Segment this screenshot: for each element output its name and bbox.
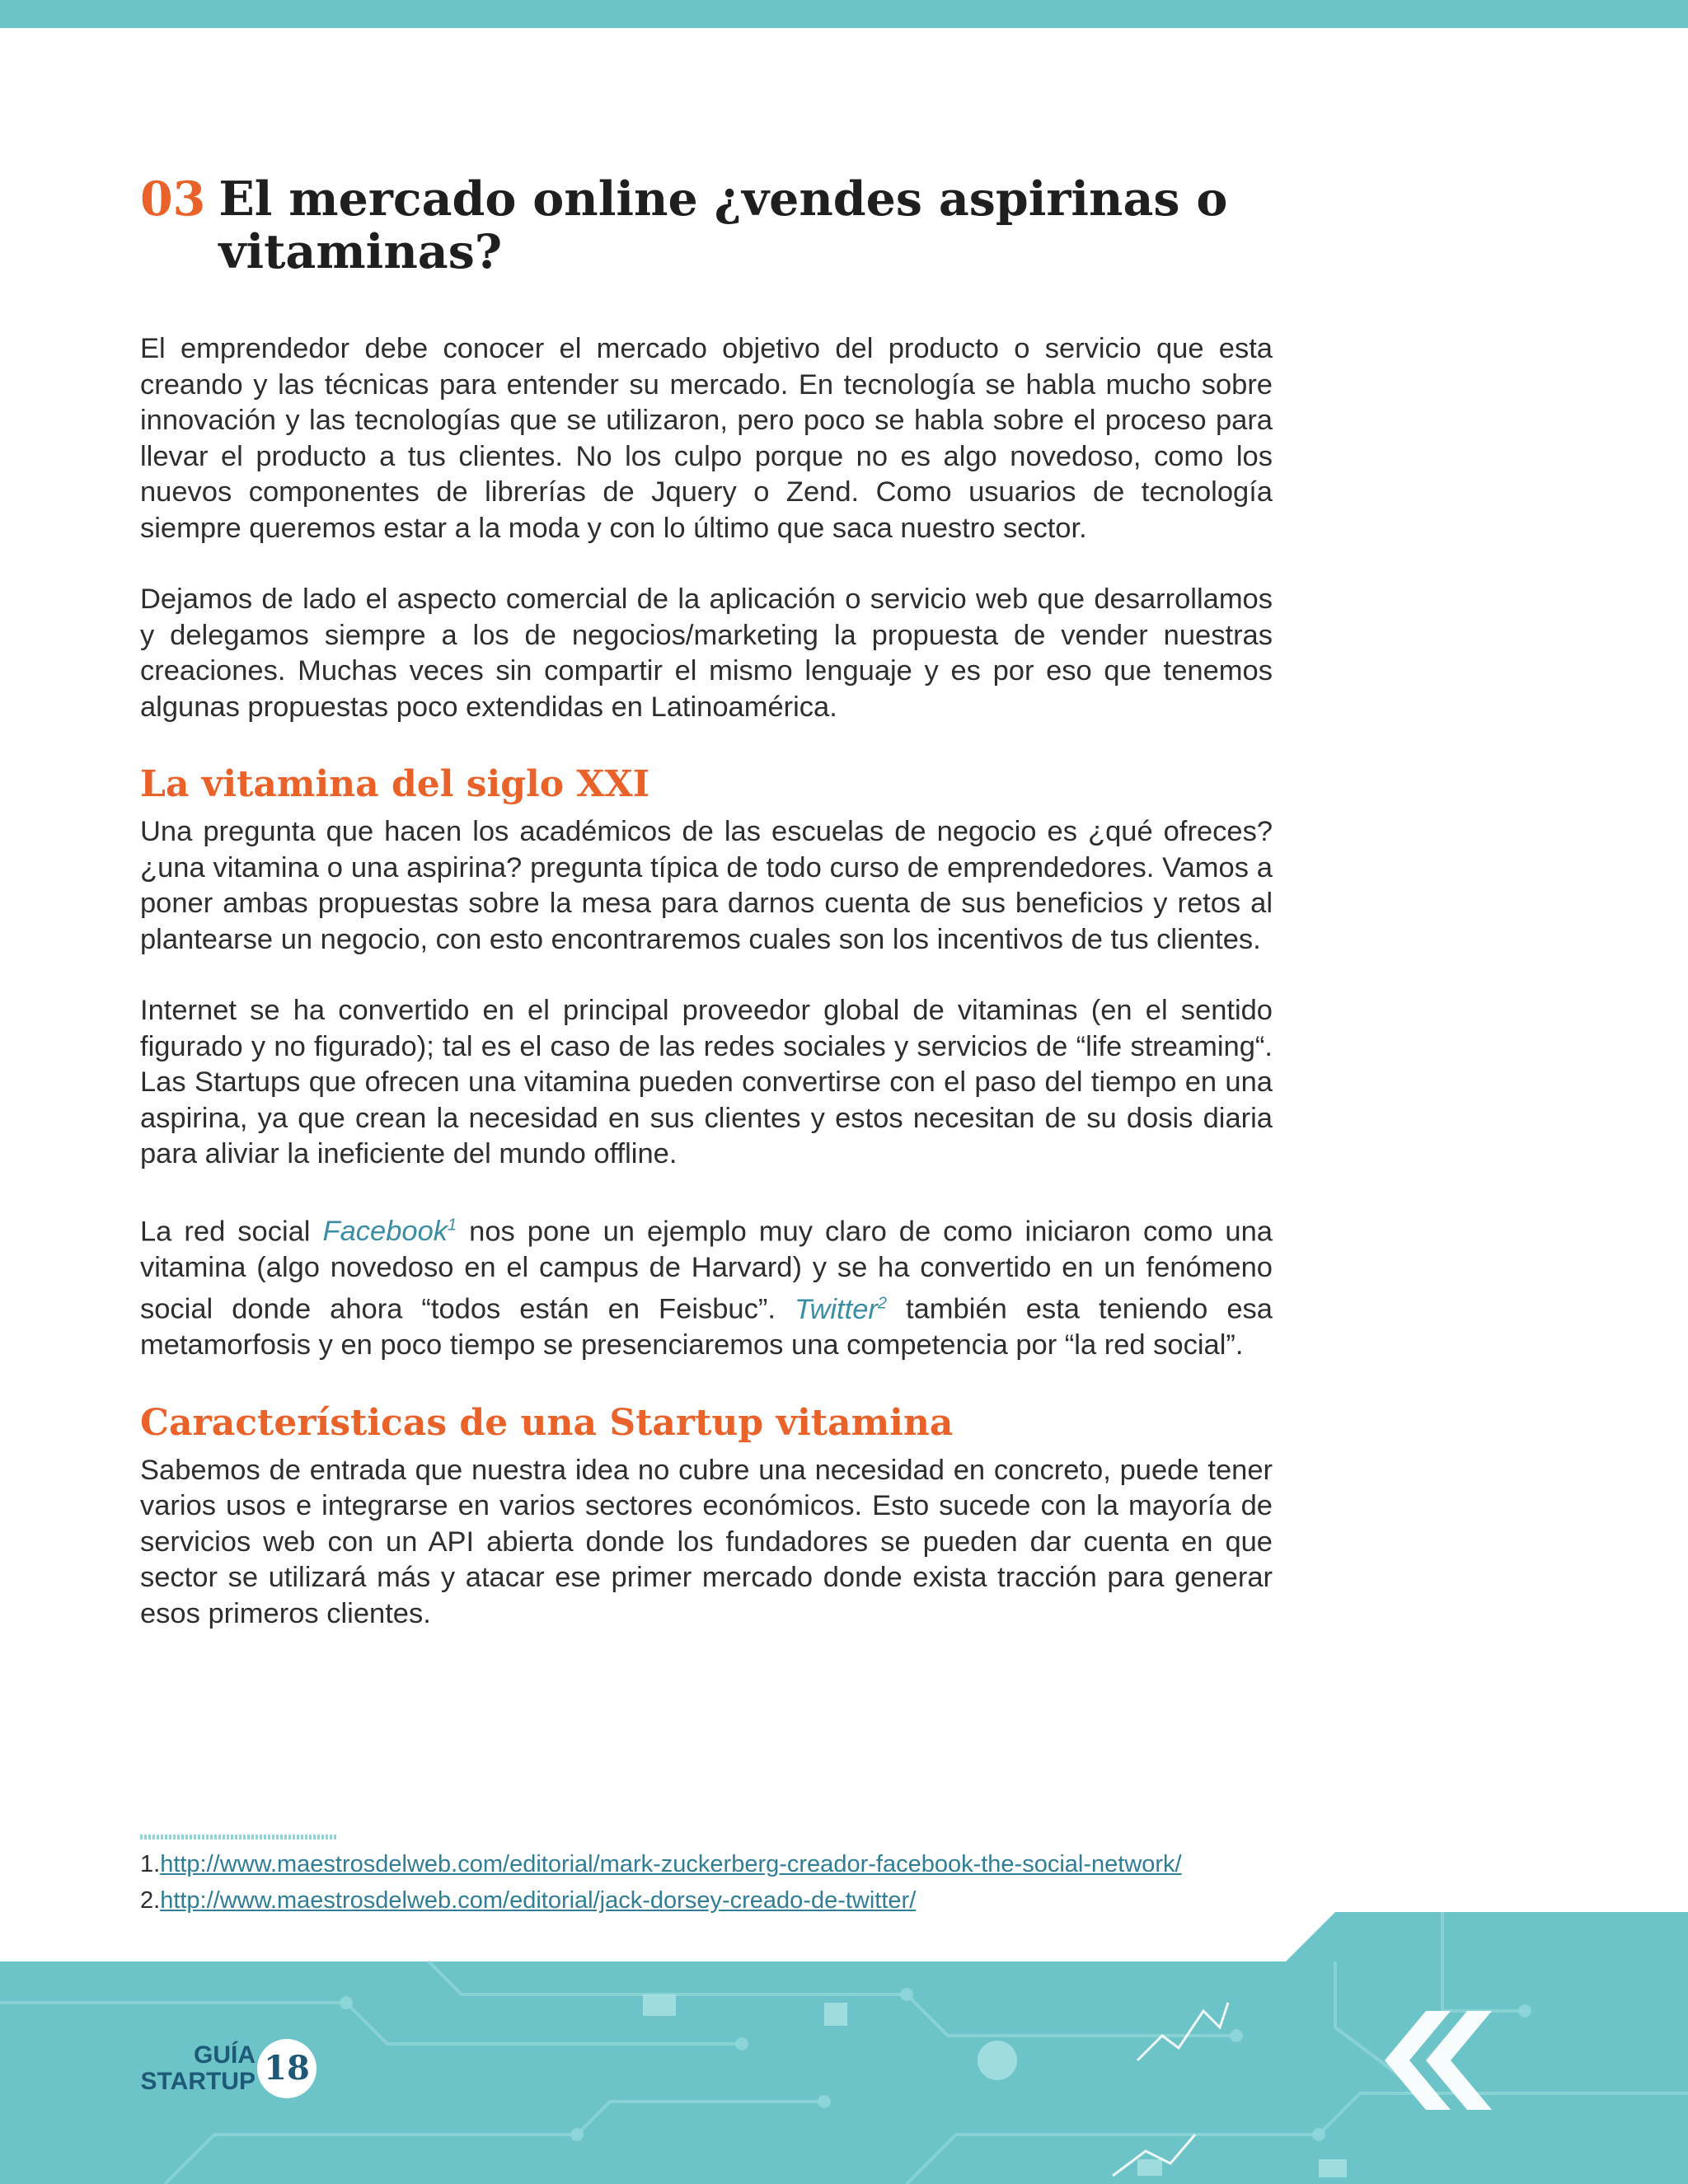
main-content <box>140 173 1273 1632</box>
page-number: 18 <box>257 2039 316 2098</box>
top-accent-bar <box>0 0 1688 28</box>
chapter-title <box>140 173 1273 279</box>
footnotes <box>140 1846 1294 1919</box>
section-title-caracteristicas: Características de una Startup vitamina <box>140 1401 954 1444</box>
section1-paragraph-3: La red social Facebook$^1$ nos pone un ejemplo muy claro de como iniciaron como una vitamina (algo novedoso en el campus de Harvard) y se ha convertido en un fenómeno social donde ahora “todos están en Feisbuc”. Twitter$^2$ también esta teniendo esa metamorfosis y en poco tiempo se presenciaremos una competencia por “la red social”. <box>140 1216 1273 1361</box>
intro-paragraph-2: Dejamos de lado el aspecto comercial de la aplicación o servicio web que desarrollamos y delegamos siempre a los de negocios/marketing la propuesta de vender nuestras creaciones. Muchas veces sin compartir el mismo lenguaje y es por eso que tenemos algunas propuestas poco extendidas en Latinoamérica. <box>140 583 1273 723</box>
footnote-2-link[interactable]: http://www.maestrosdelweb.com/editorial/jack-dorsey-creado-de-twitter/ <box>160 1887 917 1914</box>
section-title-vitamina-siglo-xxi: La vitamina del siglo XXI <box>140 763 650 805</box>
intro-paragraph-1: El emprendedor debe conocer el mercado objetivo del producto o servicio que esta creando y las técnicas para entender su mercado. En tecnología se habla mucho sobre innovación y las tecnologías que se utilizaron, pero poco se habla sobre el proceso para llevar el producto a tus clientes. No los culpo porque no es algo novedoso, como los nuevos componentes de librerías de Jquery o Zend. Como usuarios de tecnología siempre queremos estar a la moda y con lo último que saca nuestro sector. <box>140 333 1273 544</box>
chapter-title-text: El mercado online ¿vendes aspirinas o vitaminas? <box>218 171 1228 279</box>
section1-paragraph-1: Una pregunta que hacen los académicos de las escuelas de negocio es ¿qué ofreces? ¿una vitamina o una aspirina? pregunta típica de todo curso de emprendedores. Vamos a poner ambas propuestas sobre la mesa para darnos cuenta de sus beneficios y retos al plantearse un negocio, con esto encontraremos cuales son los incentivos de tus clientes. <box>140 816 1273 955</box>
brand-logo: GUÍA STARTUP <box>140 2041 256 2095</box>
footnote-ref-1: 1 <box>448 1216 457 1235</box>
footnote-1-link[interactable]: http://www.maestrosdelweb.com/editorial/mark-zuckerberg-creador-facebook-the-social-network/ <box>160 1851 1182 1877</box>
twitter-link[interactable]: Twitter$^2$ <box>794 1293 888 1325</box>
footnote-ref-2: 2 <box>877 1294 888 1312</box>
footnote-divider <box>140 1835 338 1840</box>
footnote-1: 1.http://www.maestrosdelweb.com/editorial/mark-zuckerberg-creador-facebook-the-social-network/ <box>140 1851 1182 1877</box>
facebook-link[interactable]: Facebook$^1$ <box>322 1216 457 1247</box>
chapter-number: 03 <box>140 171 206 227</box>
section1-paragraph-2: Internet se ha convertido en el principal proveedor global de vitaminas (en el sentido figurado y no figurado); tal es el caso de las redes sociales y servicios de “life streaming“. Las Startups que ofrecen una vitamina pueden convertirse con el paso del tiempo en una aspirina, ya que crean la necesidad en sus clientes y estos necesitan de su dosis diaria para aliviar la ineficiente del mundo offline. <box>140 995 1273 1169</box>
footnote-2: 2.http://www.maestrosdelweb.com/editorial/jack-dorsey-creado-de-twitter/ <box>140 1887 917 1914</box>
section2-paragraph-1: Sabemos de entrada que nuestra idea no cubre una necesidad en concreto, puede tener varios usos e integrarse en varios sectores económicos. Esto sucede con la mayoría de servicios web con un API abierta donde los fundadores se pueden dar cuenta en que sector se utilizará más y atacar ese primer mercado donde exista tracción para generar esos primeros clientes. <box>140 1454 1273 1629</box>
